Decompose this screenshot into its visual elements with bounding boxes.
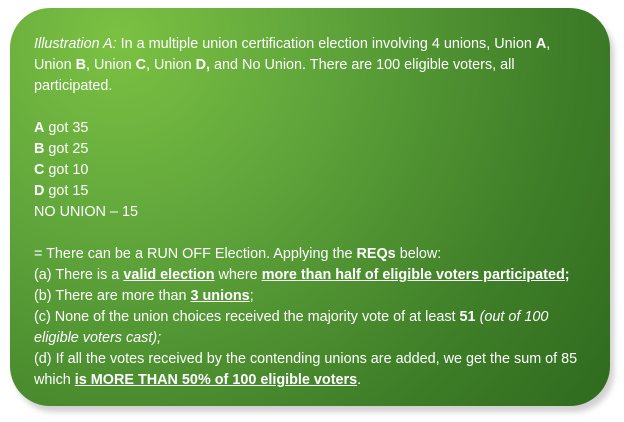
vote-count: got 15 bbox=[44, 183, 89, 199]
req-text: (d) If all the votes received by the contending unions are added, we get the sum of 85 which bbox=[34, 351, 578, 388]
vote-count: got 25 bbox=[44, 141, 89, 157]
intro-text: , Union bbox=[34, 36, 551, 73]
vote-letter: D bbox=[34, 183, 45, 199]
conclusion-text: = There can be a RUN OFF Election. Applying the bbox=[34, 246, 357, 262]
vote-letter: A bbox=[34, 120, 45, 136]
vote-item bbox=[34, 202, 588, 223]
req-text: . bbox=[357, 372, 362, 388]
union-c: C bbox=[135, 57, 147, 73]
illustration-card bbox=[10, 8, 610, 406]
req-emphasis: 3 unions bbox=[190, 288, 250, 304]
req-italic: (out of 100 eligible voters cast); bbox=[34, 309, 549, 346]
req-emphasis: more than half of eligible voters participated; bbox=[261, 267, 570, 283]
vote-item bbox=[34, 118, 588, 139]
req-text: where bbox=[214, 267, 262, 283]
req-emphasis: 51 bbox=[459, 309, 476, 325]
vote-letter: C bbox=[34, 162, 45, 178]
conclusion-line bbox=[34, 244, 588, 265]
req-text: (b) There are more than bbox=[34, 288, 191, 304]
union-a: A bbox=[535, 36, 547, 52]
requirement-d bbox=[34, 349, 588, 391]
vote-item bbox=[34, 139, 588, 160]
req-emphasis: valid election bbox=[123, 267, 215, 283]
vote-item bbox=[34, 160, 588, 181]
requirement-a bbox=[34, 265, 588, 286]
vote-list bbox=[34, 118, 588, 223]
vote-count: got 35 bbox=[44, 120, 89, 136]
req-text: (a) There is a bbox=[34, 267, 124, 283]
req-text: ; bbox=[249, 288, 254, 304]
intro-text: , Union bbox=[146, 57, 196, 73]
intro-text: , Union bbox=[86, 57, 136, 73]
requirement-b bbox=[34, 286, 588, 307]
vote-letter: B bbox=[34, 141, 45, 157]
conclusion-text: below: bbox=[395, 246, 442, 262]
req-text: (c) None of the union choices received the majority vote of at least bbox=[34, 309, 460, 325]
reqs-label: REQs bbox=[356, 246, 396, 262]
union-d: D, bbox=[195, 57, 211, 73]
illustration-label: Illustration A: bbox=[34, 36, 117, 52]
intro-text: In a multiple union certification election involving 4 unions, Union bbox=[116, 36, 536, 52]
intro-text: and No Union. There are 100 eligible voters, all participated. bbox=[34, 57, 515, 94]
req-emphasis: is MORE THAN 50% of 100 eligible voters bbox=[74, 372, 358, 388]
intro-paragraph bbox=[34, 34, 588, 97]
vote-count: got 10 bbox=[44, 162, 89, 178]
vote-item bbox=[34, 181, 588, 202]
requirement-c bbox=[34, 307, 588, 349]
vote-count: NO UNION – 15 bbox=[34, 204, 138, 220]
union-b: B bbox=[75, 57, 87, 73]
